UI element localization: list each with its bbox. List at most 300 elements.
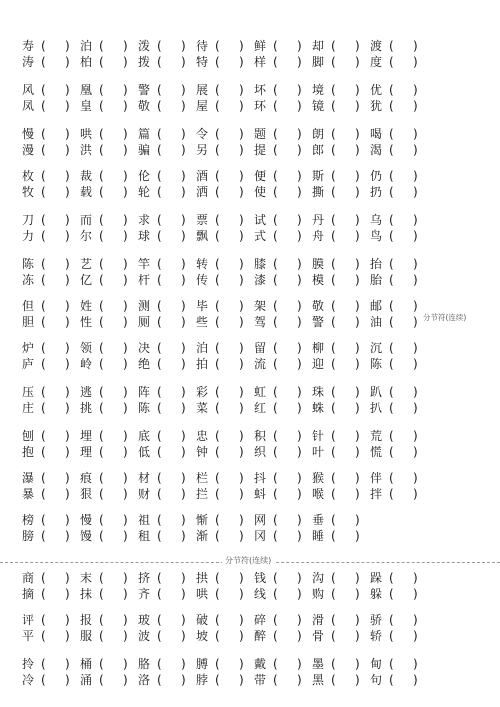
character: 冻 [22,273,35,287]
character-blank-cell [370,470,420,486]
character: 商 [22,571,35,585]
character: 阵 [138,385,151,399]
character: 拨 [138,55,151,69]
close-paren: ) [181,613,186,627]
close-paren: ) [239,39,244,53]
character: 钱 [254,571,267,585]
open-paren: ( [215,629,220,643]
close-paren: ) [181,529,186,543]
close-paren: ) [123,471,128,485]
character-blank-cell [370,38,420,54]
open-paren: ( [215,587,220,601]
character-blank-cell [312,168,362,184]
character: 陈 [22,257,35,271]
open-paren: ( [99,127,104,141]
character: 伦 [138,169,151,183]
close-paren: ) [65,529,70,543]
character-row [0,628,500,644]
character: 挑 [80,401,93,415]
open-paren: ( [215,529,220,543]
word-pair-group [0,38,500,70]
close-paren: ) [65,401,70,415]
close-paren: ) [297,471,302,485]
character-blank-cell [254,212,304,228]
open-paren: ( [273,55,278,69]
character: 拌 [370,487,383,501]
open-paren: ( [331,571,336,585]
open-paren: ( [41,143,46,157]
close-paren: ) [413,143,418,157]
open-paren: ( [215,315,220,329]
character-blank-cell [254,54,304,70]
character: 漫 [22,143,35,157]
close-paren: ) [413,229,418,243]
character-row [0,356,500,372]
close-paren: ) [65,127,70,141]
close-paren: ) [181,471,186,485]
open-paren: ( [41,315,46,329]
close-paren: ) [181,357,186,371]
character: 邮 [370,299,383,313]
open-paren: ( [273,299,278,313]
character: 艺 [80,257,93,271]
close-paren: ) [123,99,128,113]
open-paren: ( [331,83,336,97]
open-paren: ( [331,613,336,627]
open-paren: ( [389,357,394,371]
open-paren: ( [273,357,278,371]
open-paren: ( [273,229,278,243]
character-blank-cell [312,340,362,356]
open-paren: ( [41,629,46,643]
character-blank-cell [138,384,188,400]
character-blank-cell [80,314,130,330]
close-paren: ) [181,143,186,157]
open-paren: ( [157,229,162,243]
character: 句 [370,673,383,687]
open-paren: ( [157,143,162,157]
character: 警 [312,315,325,329]
character: 厕 [138,315,151,329]
character-blank-cell [254,400,304,416]
character: 陈 [370,357,383,371]
character-blank-cell [196,272,246,288]
character-row [0,586,500,602]
character: 警 [138,83,151,97]
open-paren: ( [215,99,220,113]
open-paren: ( [99,39,104,53]
close-paren: ) [413,657,418,671]
open-paren: ( [215,55,220,69]
character-blank-cell [370,256,420,272]
open-paren: ( [41,229,46,243]
character-blank-cell [22,38,72,54]
character-blank-cell [138,298,188,314]
character: 沉 [370,341,383,355]
open-paren: ( [389,299,394,313]
character: 破 [196,613,209,627]
open-paren: ( [215,185,220,199]
close-paren: ) [239,529,244,543]
character: 理 [80,445,93,459]
open-paren: ( [215,169,220,183]
character-row [0,340,500,356]
character: 驾 [254,315,267,329]
character-blank-cell [80,656,130,672]
open-paren: ( [273,83,278,97]
character-blank-cell [80,272,130,288]
character: 式 [254,229,267,243]
character-blank-cell [22,168,72,184]
open-paren: ( [389,401,394,415]
close-paren: ) [413,299,418,313]
character: 珠 [312,385,325,399]
character-blank-cell [370,444,420,460]
open-paren: ( [215,657,220,671]
open-paren: ( [41,445,46,459]
open-paren: ( [41,571,46,585]
open-paren: ( [273,629,278,643]
character-blank-cell [138,272,188,288]
close-paren: ) [123,257,128,271]
open-paren: ( [273,385,278,399]
character-blank-cell [138,586,188,602]
open-paren: ( [331,429,336,443]
character-blank-cell [80,356,130,372]
character: 碎 [254,613,267,627]
character-blank-cell [312,356,362,372]
open-paren: ( [99,273,104,287]
character-blank-cell [370,570,420,586]
close-paren: ) [123,143,128,157]
character: 使 [254,185,267,199]
character: 便 [254,169,267,183]
close-paren: ) [413,213,418,227]
character-blank-cell [254,314,304,330]
character-blank-cell [312,142,362,158]
character: 提 [254,143,267,157]
open-paren: ( [389,657,394,671]
character: 趴 [370,385,383,399]
character-blank-cell [370,272,420,288]
close-paren: ) [65,185,70,199]
character-blank-cell [138,612,188,628]
open-paren: ( [215,257,220,271]
character-row [0,570,500,586]
close-paren: ) [413,471,418,485]
close-paren: ) [239,185,244,199]
character: 齐 [138,587,151,601]
close-paren: ) [181,445,186,459]
close-paren: ) [181,169,186,183]
character-blank-cell [254,38,304,54]
character-blank-cell [196,340,246,356]
close-paren: ) [239,229,244,243]
open-paren: ( [389,341,394,355]
character-row [0,98,500,114]
open-paren: ( [41,673,46,687]
character-blank-cell [80,400,130,416]
open-paren: ( [157,257,162,271]
character-blank-cell [370,612,420,628]
character: 虹 [254,385,267,399]
character-blank-cell [80,298,130,314]
close-paren: ) [355,213,360,227]
character-row [0,142,500,158]
close-paren: ) [181,487,186,501]
open-paren: ( [215,385,220,399]
character-blank-cell [22,656,72,672]
character-blank-cell [22,470,72,486]
character-blank-cell [138,628,188,644]
character: 乌 [370,213,383,227]
character-blank-cell [254,656,304,672]
close-paren: ) [413,83,418,97]
character: 枚 [22,169,35,183]
close-paren: ) [355,229,360,243]
close-paren: ) [181,341,186,355]
open-paren: ( [99,341,104,355]
open-paren: ( [157,471,162,485]
close-paren: ) [181,99,186,113]
character-blank-cell [196,54,246,70]
close-paren: ) [239,169,244,183]
character-blank-cell [196,356,246,372]
character-blank-cell [312,586,362,602]
character-blank-cell [22,272,72,288]
character-blank-cell [254,628,304,644]
close-paren: ) [65,315,70,329]
open-paren: ( [273,529,278,543]
character: 撕 [312,185,325,199]
character: 环 [254,99,267,113]
close-paren: ) [123,315,128,329]
open-paren: ( [99,401,104,415]
character-row [0,672,500,688]
character-blank-cell [80,512,130,528]
character: 领 [80,341,93,355]
open-paren: ( [331,55,336,69]
character: 另 [196,143,209,157]
open-paren: ( [389,429,394,443]
open-paren: ( [215,143,220,157]
character: 扔 [370,185,383,199]
character: 报 [80,613,93,627]
character-row [0,512,500,528]
character: 拦 [196,487,209,501]
character-blank-cell [138,400,188,416]
close-paren: ) [297,673,302,687]
character-blank-cell [254,444,304,460]
character: 伴 [370,471,383,485]
close-paren: ) [239,273,244,287]
close-paren: ) [355,299,360,313]
close-paren: ) [297,257,302,271]
character: 喝 [370,127,383,141]
close-paren: ) [65,99,70,113]
character-blank-cell [196,212,246,228]
close-paren: ) [297,571,302,585]
character-row [0,256,500,272]
close-paren: ) [239,143,244,157]
character: 测 [138,299,151,313]
character: 骄 [370,613,383,627]
close-paren: ) [65,629,70,643]
character: 租 [138,529,151,543]
open-paren: ( [99,99,104,113]
character-row [0,486,500,502]
character: 裁 [80,169,93,183]
close-paren: ) [123,445,128,459]
word-pair-group [0,428,500,460]
character: 沟 [312,571,325,585]
close-paren: ) [65,169,70,183]
character: 仍 [370,169,383,183]
close-paren: ) [181,315,186,329]
character: 祖 [138,513,151,527]
open-paren: ( [41,55,46,69]
close-paren: ) [239,357,244,371]
character: 垂 [312,513,325,527]
close-paren: ) [123,513,128,527]
open-paren: ( [389,257,394,271]
open-paren: ( [99,83,104,97]
word-pair-group [0,126,500,158]
close-paren: ) [181,55,186,69]
close-paren: ) [413,357,418,371]
open-paren: ( [157,83,162,97]
character-blank-cell [22,340,72,356]
open-paren: ( [99,357,104,371]
open-paren: ( [99,487,104,501]
character-blank-cell [370,212,420,228]
close-paren: ) [65,357,70,371]
close-paren: ) [355,587,360,601]
close-paren: ) [297,401,302,415]
close-paren: ) [239,657,244,671]
close-paren: ) [355,357,360,371]
character: 慢 [80,513,93,527]
close-paren: ) [181,127,186,141]
character: 些 [196,315,209,329]
close-paren: ) [65,385,70,399]
close-paren: ) [65,587,70,601]
character: 红 [254,401,267,415]
open-paren: ( [331,657,336,671]
character: 流 [254,357,267,371]
close-paren: ) [239,587,244,601]
open-paren: ( [215,299,220,313]
character: 蚪 [254,487,267,501]
open-paren: ( [389,143,394,157]
close-paren: ) [355,315,360,329]
character: 财 [138,487,151,501]
close-paren: ) [239,471,244,485]
close-paren: ) [65,657,70,671]
open-paren: ( [273,587,278,601]
character: 脖 [196,673,209,687]
character-blank-cell [196,98,246,114]
character: 网 [254,513,267,527]
open-paren: ( [157,273,162,287]
character-row [0,528,500,544]
character-blank-cell [370,356,420,372]
close-paren: ) [181,229,186,243]
character-blank-cell [80,340,130,356]
character: 渴 [370,143,383,157]
character: 平 [22,629,35,643]
character-blank-cell [254,486,304,502]
character-blank-cell [254,82,304,98]
character: 栏 [196,471,209,485]
character-blank-cell [312,628,362,644]
character: 购 [312,587,325,601]
character-blank-cell [80,528,130,544]
close-paren: ) [355,385,360,399]
character-blank-cell [254,356,304,372]
character: 钟 [196,445,209,459]
close-paren: ) [413,341,418,355]
open-paren: ( [157,385,162,399]
open-paren: ( [99,385,104,399]
section-break-side-label: 分节符(连续) [423,313,467,322]
character-blank-cell [254,98,304,114]
character-blank-cell [138,486,188,502]
close-paren: ) [239,673,244,687]
character: 膝 [254,257,267,271]
character-blank-cell [196,570,246,586]
character-blank-cell [80,228,130,244]
open-paren: ( [331,185,336,199]
character-blank-cell [196,428,246,444]
close-paren: ) [65,673,70,687]
character-blank-cell [138,38,188,54]
close-paren: ) [413,673,418,687]
word-pair-group [0,470,500,502]
open-paren: ( [273,257,278,271]
character-blank-cell [138,314,188,330]
character: 冷 [22,673,35,687]
open-paren: ( [99,529,104,543]
close-paren: ) [413,571,418,585]
character-blank-cell [196,184,246,200]
open-paren: ( [331,341,336,355]
open-paren: ( [331,315,336,329]
character-blank-cell [138,82,188,98]
open-paren: ( [331,257,336,271]
close-paren: ) [413,587,418,601]
open-paren: ( [99,471,104,485]
open-paren: ( [215,39,220,53]
character: 跺 [370,571,383,585]
open-paren: ( [273,315,278,329]
character: 甸 [370,657,383,671]
close-paren: ) [297,185,302,199]
close-paren: ) [181,429,186,443]
close-paren: ) [297,39,302,53]
character: 彩 [196,385,209,399]
open-paren: ( [99,55,104,69]
open-paren: ( [389,83,394,97]
open-paren: ( [157,55,162,69]
close-paren: ) [355,571,360,585]
character: 黑 [312,673,325,687]
close-paren: ) [181,513,186,527]
close-paren: ) [65,445,70,459]
character: 油 [370,315,383,329]
open-paren: ( [157,629,162,643]
character-blank-cell [138,444,188,460]
